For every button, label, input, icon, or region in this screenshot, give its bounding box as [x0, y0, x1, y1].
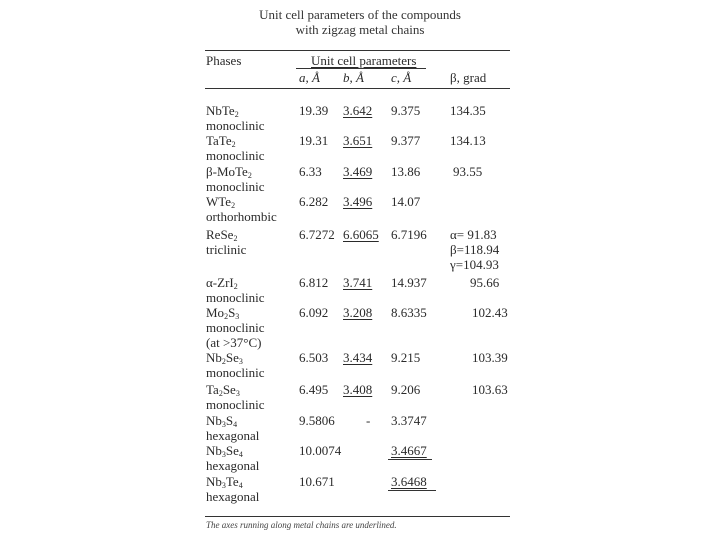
formula-part: S	[225, 413, 234, 428]
cell-c: 9.206	[391, 382, 421, 397]
header-phases: Phases	[206, 53, 242, 68]
formula-cell	[206, 165, 252, 179]
cell-c: 3.6468	[391, 474, 427, 489]
header-c-label: c, Å	[391, 70, 412, 85]
formula-part: Se	[225, 350, 239, 365]
cell-a: 10.0074	[299, 443, 342, 458]
phase-label: monoclinic	[206, 397, 265, 412]
cell-b: 6.6065	[343, 227, 379, 242]
formula-part: 2	[231, 201, 236, 210]
phase-label: monoclinic	[206, 320, 265, 335]
formula-cell	[206, 195, 235, 209]
header-group-rule	[296, 68, 426, 69]
cell-b: 3.469	[343, 164, 373, 179]
formula-part: Mo	[206, 305, 225, 320]
formula-cell	[206, 383, 240, 397]
formula-part: Nb	[206, 443, 222, 458]
phase-label: monoclinic	[206, 148, 265, 163]
formula-part: 3	[235, 312, 240, 321]
header-c	[391, 71, 411, 85]
cell-c: 9.377	[391, 133, 421, 148]
formula-part: 3	[221, 450, 226, 459]
cell-beta: 103.63	[472, 382, 508, 397]
cell-a: 6.092	[299, 305, 329, 320]
cell-a: 6.282	[299, 194, 329, 209]
header-unit-cell-parameters: Unit cell parameters	[311, 53, 417, 68]
formula-part: 3	[238, 357, 243, 366]
axis-underline	[388, 459, 432, 460]
cell-beta: 95.66	[470, 275, 500, 290]
footnote: The axes running along metal chains are underlined.	[206, 520, 397, 530]
header-a	[299, 71, 320, 85]
cell-c: 14.07	[391, 194, 421, 209]
formula-part: 2	[221, 357, 226, 366]
formula-part: Se	[225, 443, 239, 458]
cell-a: 9.5806	[299, 413, 335, 428]
cell-b: -	[366, 413, 371, 428]
cell-c: 3.4667	[391, 443, 427, 458]
formula-part: 3	[221, 420, 226, 429]
cell-a: 6.812	[299, 275, 329, 290]
cell-beta: 93.55	[453, 164, 483, 179]
cell-a: 6.33	[299, 164, 322, 179]
phase-label: monoclinic	[206, 118, 265, 133]
cell-c: 13.86	[391, 164, 421, 179]
formula-part: 2	[233, 282, 238, 291]
formula-cell	[206, 351, 243, 365]
formula-part: ReSe	[206, 227, 234, 242]
cell-beta: α= 91.83	[450, 227, 497, 242]
header-a-label: a, Å	[299, 70, 320, 85]
cell-c: 6.7196	[391, 227, 427, 242]
cell-b: 3.642	[343, 103, 373, 118]
formula-cell	[206, 306, 239, 320]
top-rule	[205, 50, 510, 51]
cell-a: 19.31	[299, 133, 329, 148]
cell-b: 3.651	[343, 133, 373, 148]
cell-beta: 134.13	[450, 133, 486, 148]
formula-part: Se	[222, 382, 236, 397]
cell-c: 8.6335	[391, 305, 427, 320]
cell-a: 19.39	[299, 103, 329, 118]
formula-cell	[206, 228, 237, 242]
cell-beta: 103.39	[472, 350, 508, 365]
formula-part: 2	[231, 140, 236, 149]
cell-c: 14.937	[391, 275, 427, 290]
cell-beta-3: γ=104.93	[450, 257, 499, 272]
cell-beta: 134.35	[450, 103, 486, 118]
cell-a: 10.671	[299, 474, 335, 489]
phase-label: monoclinic	[206, 179, 265, 194]
cell-beta: 102.43	[472, 305, 508, 320]
phase-label: triclinic	[206, 242, 247, 257]
cell-b: 3.741	[343, 275, 373, 290]
phase-note: (at >37°C)	[206, 335, 262, 350]
phase-label: monoclinic	[206, 290, 265, 305]
formula-part: 2	[247, 171, 252, 180]
formula-part: β-MoTe	[206, 164, 248, 179]
formula-part: Nb	[206, 474, 222, 489]
cell-beta-2: β=118.94	[450, 242, 500, 257]
header-b-label: b, Å	[343, 70, 364, 85]
cell-b: 3.496	[343, 194, 373, 209]
cell-a: 6.7272	[299, 227, 335, 242]
cell-b: 3.408	[343, 382, 373, 397]
bottom-rule	[205, 516, 510, 517]
cell-c: 3.3747	[391, 413, 427, 428]
cell-b: 3.434	[343, 350, 373, 365]
cell-c: 9.215	[391, 350, 421, 365]
formula-part: NbTe	[206, 103, 235, 118]
formula-part: 2	[218, 389, 223, 398]
formula-cell	[206, 475, 243, 489]
cell-a: 6.503	[299, 350, 329, 365]
header-b	[343, 71, 364, 85]
formula-part: 2	[224, 312, 229, 321]
formula-part: Nb	[206, 413, 222, 428]
phase-label: monoclinic	[206, 365, 265, 380]
cell-a: 6.495	[299, 382, 329, 397]
cell-b: 3.208	[343, 305, 373, 320]
header-beta: β, grad	[450, 70, 487, 85]
formula-cell	[206, 414, 237, 428]
formula-part: 3	[235, 389, 240, 398]
formula-part: α-ZrI	[206, 275, 234, 290]
formula-part: Ta	[206, 382, 219, 397]
formula-part: S	[228, 305, 236, 320]
formula-cell	[206, 104, 239, 118]
formula-part: Nb	[206, 350, 222, 365]
formula-cell	[206, 444, 243, 458]
table-title-line-1: Unit cell parameters of the compounds	[259, 7, 461, 22]
formula-part: WTe	[206, 194, 232, 209]
header-bottom-rule	[205, 88, 510, 89]
formula-part: 4	[238, 481, 243, 490]
formula-part: 4	[238, 450, 243, 459]
formula-part: 2	[234, 110, 239, 119]
phase-label: hexagonal	[206, 489, 260, 504]
formula-cell	[206, 134, 236, 148]
formula-part: Te	[225, 474, 239, 489]
formula-part: 4	[233, 420, 238, 429]
formula-part: 2	[233, 234, 238, 243]
axis-underline	[388, 490, 436, 491]
formula-part: 3	[221, 481, 226, 490]
cell-c: 9.375	[391, 103, 421, 118]
phase-label: hexagonal	[206, 458, 260, 473]
table-title-line-2: with zigzag metal chains	[295, 22, 425, 37]
formula-cell	[206, 276, 238, 290]
phase-label: hexagonal	[206, 428, 260, 443]
formula-part: TaTe	[206, 133, 232, 148]
phase-label: orthorhombic	[206, 209, 277, 224]
